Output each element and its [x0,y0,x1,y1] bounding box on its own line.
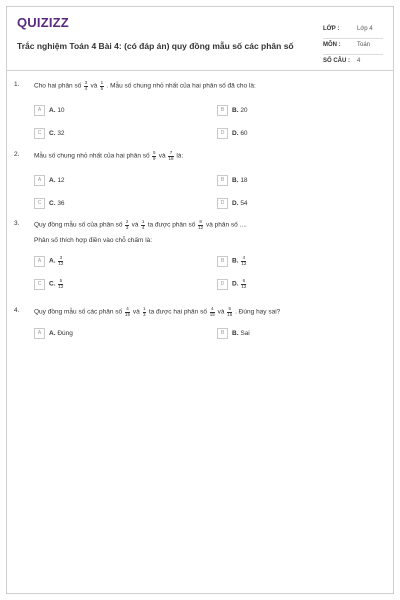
meta-row-grade [323,23,383,39]
fraction: $\frac{1}{5}$ [100,80,104,91]
quizizz-logo: QUIZIZZ [17,15,69,30]
worksheet-title: Trắc nghiệm Toán 4 Bài 4: (có đáp án) quy đồng mẫu số các phân số [17,41,294,51]
meta-row-question-count [323,55,383,71]
option-letter-box[interactable]: B [217,175,228,186]
meta-key: LỚP : [323,26,340,32]
fraction: $\frac{1}{3}$ [143,306,146,317]
option-letter-box[interactable]: C [34,128,45,139]
meta-value: Lớp 4 [357,26,373,32]
worksheet-header [17,15,383,67]
meta-key: MÔN : [323,42,341,48]
option-letter-box[interactable]: A [34,105,45,116]
meta-value: 4 [357,58,361,64]
option-letter-box[interactable]: D [217,198,228,209]
option-letter-box[interactable]: C [34,198,45,209]
header-divider [7,70,393,71]
fraction: $\frac{8}{12}$ [198,219,204,230]
meta-row-subject [323,39,383,55]
option-letter-box[interactable]: B [217,328,228,339]
fraction: $\frac{6}{12}$ [241,278,247,289]
worksheet-page: QUIZIZZ Trắc nghiệm Toán 4 Bài 4: (có đáp án) quy đồng mẫu số các phân số LỚP : Lớp 4 MÔN : Toán SỐ CÂU : 4 1. Cho hai phân số $\frac{3}{4}$ và $\frac{1}{5}$ . Mẫu số chung nhỏ nhất của hai phân số đã cho là: A A. 10 B B. 20 C C. 32 D D. 60 2. Mẫu số chung nhỏ nhất của hai phân số $\frac{5}{9}$ và $\frac{7}{18}$ là: A A. 12 B B. 18 C C. 36 D D. 54 3. Quy đồng mẫu số của phân số $\frac{2}{3}$ và $\frac{1}{4}$ ta được phân số $\frac{8}{12}$ và phân số .... Phân số thích hợp điền vào chỗ chấm là: A A. $\frac{3}{12}$ B B. $\frac{4}{12}$ C C. $\frac{5}{12}$ D D. $\frac{6}{12}$ 4. Quy đồng mẫu số các phân số $\frac{4}{15}$ và $\frac{1}{3}$ ta được hai phân số $\frac{4}{15}$ và $\frac{5}{15}$ . Đúng hay sai? A A. Đúng B B. Sai [6,6,394,594]
question-text-line-2: Phân số thích hợp điền vào chỗ chấm là: [34,237,153,244]
fraction: $\frac{2}{3}$ [125,219,129,230]
meta-table [323,23,383,71]
question-text: Quy đồng mẫu số của phân số $\frac{2}{3}$ và $\frac{1}{4}$ ta được phân số $\frac{8}{12}$ và phân số .... [34,219,247,230]
option-letter-box[interactable]: D [217,279,228,290]
fraction: $\frac{3}{4}$ [84,80,88,91]
fraction: $\frac{7}{18}$ [168,150,174,161]
question-text: Cho hai phân số $\frac{3}{4}$ và $\frac{1}{5}$ . Mẫu số chung nhỏ nhất của hai phân số đã cho là: [34,80,256,91]
question-number: 2. [14,151,20,158]
question-text: Mẫu số chung nhỏ nhất của hai phân số $\frac{5}{9}$ và $\frac{7}{18}$ là: [34,150,184,161]
option-letter-box[interactable]: B [217,105,228,116]
question-text: Quy đồng mẫu số các phân số $\frac{4}{15}$ và $\frac{1}{3}$ ta được hai phân số $\frac{4}{15}$ và $\frac{5}{15}$ . Đúng hay sai? [34,306,281,317]
option-letter-box[interactable]: D [217,128,228,139]
option-letter-box[interactable]: A [34,256,45,267]
option-letter-box[interactable]: A [34,328,45,339]
option-letter-box[interactable]: B [217,256,228,267]
fraction: $\frac{1}{4}$ [141,219,145,230]
fraction: $\frac{5}{9}$ [152,150,156,161]
option-letter-box[interactable]: A [34,175,45,186]
fraction: $\frac{5}{15}$ [227,306,233,317]
fraction: $\frac{4}{12}$ [241,255,247,266]
meta-key: SỐ CÂU : [323,58,350,64]
fraction: $\frac{5}{12}$ [58,278,64,289]
fraction: $\frac{3}{12}$ [58,255,64,266]
question-number: 3. [14,220,20,227]
fraction: $\frac{4}{15}$ [124,306,130,317]
fraction: $\frac{4}{15}$ [209,306,215,317]
question-number: 1. [14,81,20,88]
option-letter-box[interactable]: C [34,279,45,290]
question-number: 4. [14,307,20,314]
meta-value: Toán [357,42,371,48]
